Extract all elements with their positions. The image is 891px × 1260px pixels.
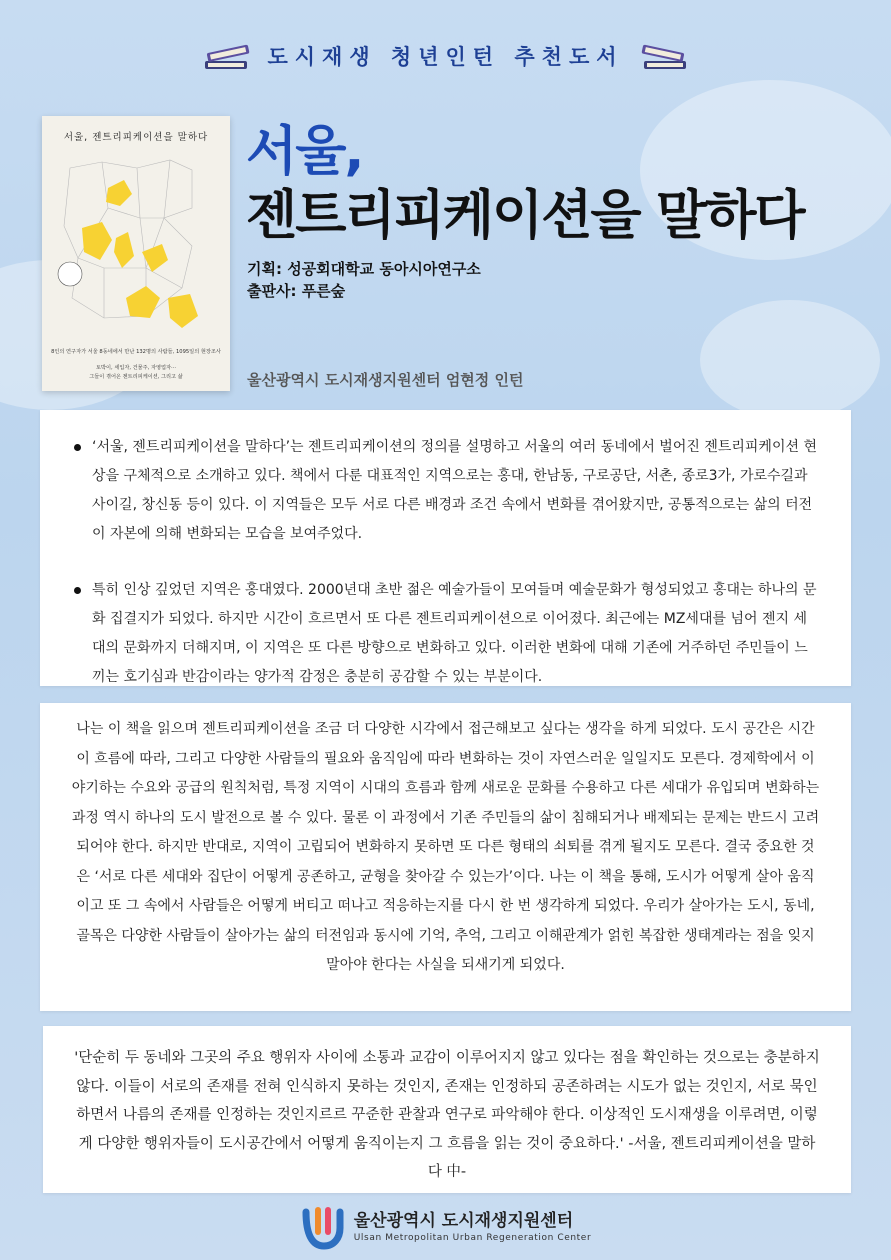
footer-text	[354, 1210, 592, 1244]
book-title	[246, 120, 804, 248]
header-title: 도시재생 청년인턴 추천도서	[267, 45, 624, 69]
book-publisher: 출판사: 푸른숲	[247, 282, 346, 300]
background-cloud	[700, 300, 880, 420]
cover-tagline	[48, 364, 224, 382]
summary-box	[40, 410, 851, 686]
book-cover	[42, 116, 230, 391]
book-planning: 기획: 성공회대학교 동아시아연구소	[247, 260, 481, 278]
cover-tagline-line: 토박이, 세입자, 건물주, 자영업자···	[96, 365, 176, 371]
quote-text: '단순히 두 동네와 그곳의 주요 행위자 사이에 소통과 교감이 이루어지지 않고 있다는 점을 확인하는 것으로는 충분하지 않다. 이들이 서로의 존재를 전혀 인식하지 못하는 것인지, 존재는 인정하되 공존하려는 시도가 없는 것인지, 서로 묵인하면서 나름의 존재를 인정하는 것인지르르 꾸준한 관찰과 연구로 파악해야 한다. 이상적인 도시재생을 이루려면, 이렇게 다양한 행위자들이 도시공간에서 어떻게 움직이는지 그 흐름을 읽는 것이 중요하다.' -서울, 젠트리피케이션을 말하다 中-	[74, 1050, 820, 1180]
footer-logo	[0, 1200, 891, 1254]
center-logo-icon	[300, 1204, 346, 1250]
quote-box	[43, 1026, 851, 1193]
reflection-box	[40, 703, 851, 1011]
page-header	[0, 36, 891, 76]
cover-subtitle: 8인의 연구자가 서울 8동네에서 만난 132명의 사람들, 1095일의 현장조사	[51, 349, 221, 355]
book-meta	[247, 258, 481, 302]
summary-bullet: 특히 인상 깊었던 지역은 홍대였다. 2000년대 초반 젊은 예술가들이 모여들며 예술문화가 형성되었고 홍대는 하나의 문화 집결지가 되었다. 하지만 시간이 흐르면서 또 다른 젠트리피케이션으로 이어졌다. 최근에는 MZ세대를 넘어 젠지 세대의 문화까지 더해지며, 이 지역은 또 다른 방향으로 변화하고 있다. 이러한 변화에 대해 기존에 거주하던 주민들이 느끼는 호기심과 반감이라는 양가적 감정은 충분히 공감할 수 있는 부분이다.	[74, 576, 819, 692]
cover-title: 서울, 젠트리피케이션을 말하다	[63, 132, 209, 143]
book-title-line1: 서울,	[246, 121, 363, 182]
books-icon	[201, 39, 253, 73]
books-icon	[638, 39, 690, 73]
book-title-line2: 젠트리피케이션을 말하다	[246, 185, 804, 246]
review-author: 울산광역시 도시재생지원센터 엄현정 인턴	[247, 371, 524, 389]
reflection-text: 나는 이 책을 읽으며 젠트리피케이션을 조금 더 다양한 시각에서 접근해보고 싶다는 생각을 하게 되었다. 도시 공간은 시간이 흐름에 따라, 그리고 다양한 사람들의 필요와 움직임에 따라 변화하는 것이 자연스러운 일일지도 모른다. 경제학에서 이야기하는 수요와 공급의 원칙처럼, 특정 지역이 시대의 흐름과 함께 새로운 문화를 수용하고 다른 세대가 유입되며 변화하는 과정 역시 하나의 도시 발전으로 볼 수 있다. 물론 이 과정에서 기존 주민들의 삶이 침해되거나 배제되는 문제는 반드시 고려되어야 한다. 하지만 반대로, 지역이 고립되어 변화하지 못하면 또 다른 형태의 쇠퇴를 겪게 될지도 모른다. 결국 중요한 것은 ‘서로 다른 세대와 집단이 어떻게 공존하고, 균형을 찾아갈 수 있는가’이다. 나는 이 책을 통해, 도시가 어떻게 살아 움직이고 또 그 속에서 사람들은 어떻게 버티고 떠나고 적응하는지를 다시 한 번 생각하게 되었다. 우리가 살아가는 도시, 동네, 골목은 다양한 사람들이 살아가는 삶의 터전임과 동시에 기억, 추억, 그리고 이해관계가 얽힌 복잡한 생태계라는 점을 잊지 말아야 한다는 사실을 되새기게 되었다.	[71, 721, 820, 973]
cover-map-illustration	[42, 148, 230, 348]
footer-org-korean: 울산광역시 도시재생지원센터	[353, 1211, 574, 1231]
summary-bullet: ‘서울, 젠트리피케이션을 말하다’는 젠트리피케이션의 정의를 설명하고 서울의 여러 동네에서 벌어진 젠트리피케이션 현상을 구체적으로 소개하고 있다. 책에서 다룬 대표적인 지역으로는 홍대, 한남동, 구로공단, 서촌, 종로3가, 가로수길과 사이길, 창신동 등이 있다. 이 지역들은 모두 서로 다른 배경과 조건 속에서 변화를 겪어왔지만, 공통적으로는 삶의 터전이 자본에 의해 변화되는 모습을 보여주었다.	[74, 433, 819, 549]
footer-org-english: Ulsan Metropolitan Urban Regeneration Center	[353, 1233, 592, 1243]
cover-tagline-line: 그들이 겪어온 젠트리피케이션, 그리고 삶	[89, 374, 183, 380]
summary-list	[74, 433, 819, 692]
